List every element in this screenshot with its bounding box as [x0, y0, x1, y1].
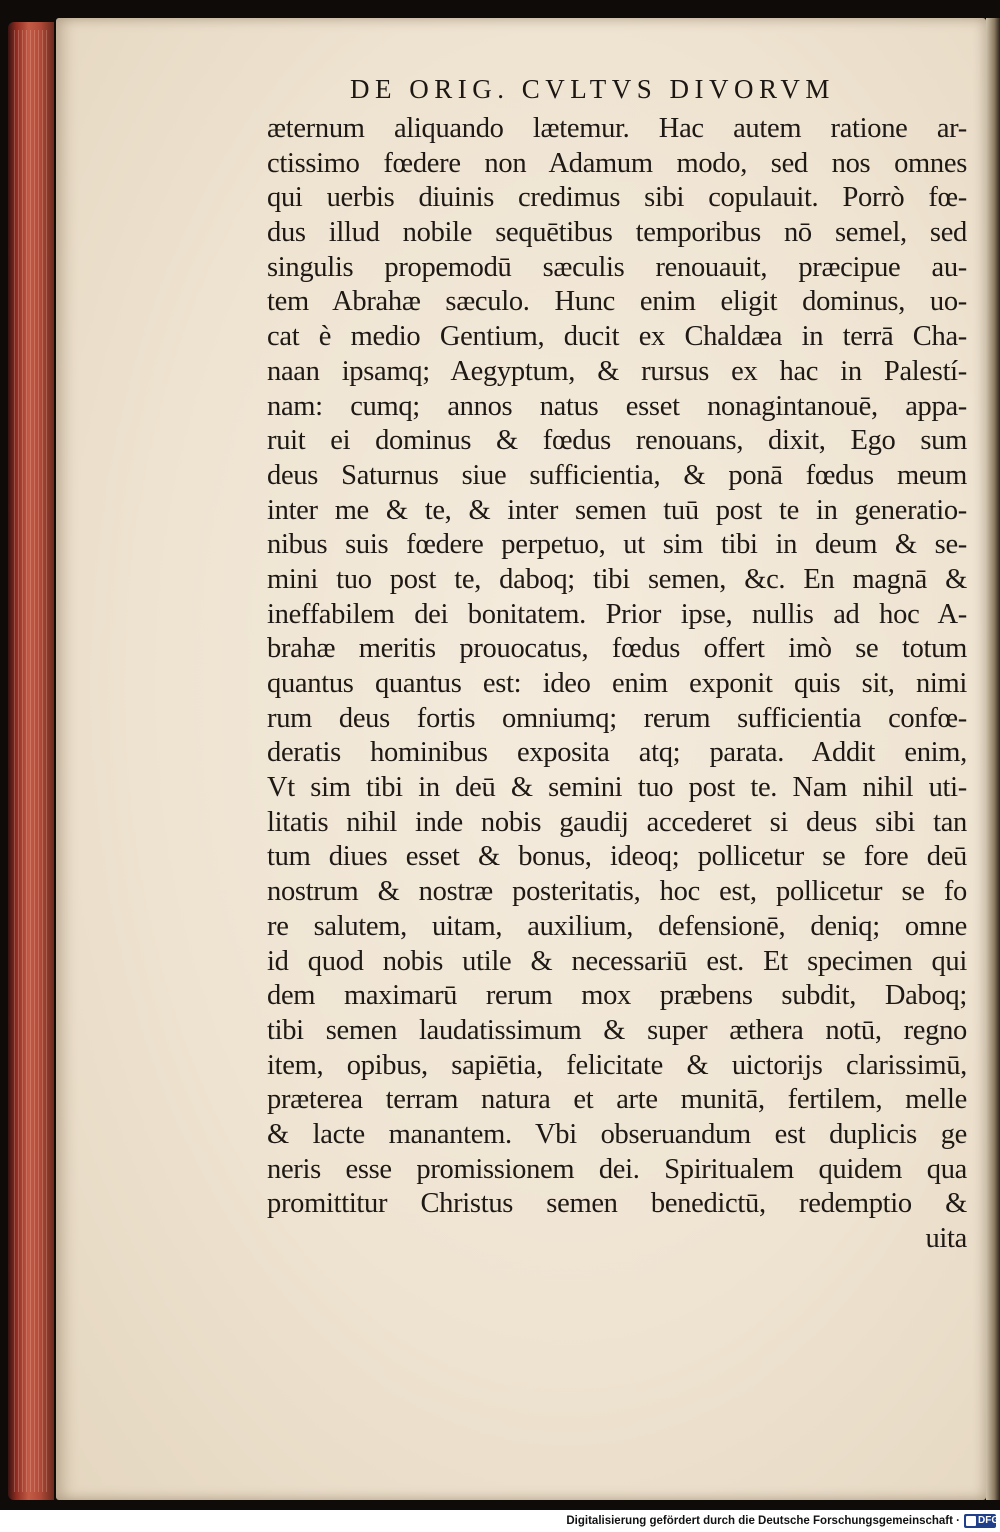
text-line: Vt sim tibi in deū & semini tuo post te. Nam nihil uti-: [267, 772, 967, 804]
text-line: rum deus fortis omniumq; rerum sufficientia confœ-: [267, 702, 967, 734]
text-line: item, opibus, sapiētia, felicitate & uictorijs clarissimū,: [267, 1049, 967, 1081]
text-line: litatis nihil inde nobis gaudij accederet si deus sibi tan: [267, 806, 967, 838]
text-line: tibi semen laudatissimum & super æthera notū, regno: [267, 1014, 967, 1046]
text-line: æternum aliquando lætemur. Hac autem ratione ar-: [267, 113, 967, 144]
text-line: tum diues esset & bonus, ideoq; pollicetur se fore deū: [267, 841, 967, 873]
text-line: deratis hominibus exposita atq; parata. Addit enim,: [267, 737, 967, 769]
text-line: neris esse promissionem dei. Spiritualem quidem qua: [267, 1153, 967, 1185]
text-line: brahæ meritis prouocatus, fœdus offert imò se totum: [267, 633, 967, 665]
dfg-logo-mark: [966, 1516, 976, 1526]
text-line: id quod nobis utile & necessariū est. Et specimen qui: [267, 945, 967, 977]
text-line: inter me & te, & inter semen tuū post te in generatio-: [267, 494, 967, 526]
text-block: [267, 112, 967, 1257]
text-line: deus Saturnus siue sufficientia, & ponā fœdus meum: [267, 459, 967, 491]
text-line: qui uerbis diuinis credimus sibi copulauit. Porrò fœ-: [267, 182, 967, 214]
digitization-footer: [0, 1510, 1000, 1532]
text-line: nibus suis fœdere perpetuo, ut sim tibi in deum & se-: [267, 529, 967, 561]
text-line: nostrum & nostræ posteritatis, hoc est, pollicetur se fo: [267, 876, 967, 908]
text-line: uita: [925, 1223, 967, 1254]
running-head: DE ORIG. CVLTVS DIVORVM: [350, 74, 835, 104]
gutter-shadow: [986, 18, 1000, 1500]
text-line: quantus quantus est: ideo enim exponit quis sit, nimi: [267, 668, 967, 699]
text-line: ctissimo fœdere non Adamum modo, sed nos omnes: [267, 147, 967, 179]
text-line: dus illud nobile sequētibus temporibus nō semel, sed: [267, 217, 967, 249]
text-line: præterea terram natura et arte munitā, fertilem, melle: [267, 1084, 967, 1116]
text-line: singulis propemodū sæculis renouauit, præcipue au-: [267, 251, 967, 283]
text-line: & lacte manantem. Vbi obseruandum est duplicis ge: [267, 1118, 967, 1150]
text-line: re salutem, uitam, auxilium, defensionē, deniq; omne: [267, 910, 967, 942]
text-line: mini tuo post te, daboq; tibi semen, &c. En magnā &: [267, 563, 967, 595]
text-line: ruit ei dominus & fœdus renouans, dixit, Ego sum: [267, 425, 967, 457]
text-line: cat è medio Gentium, ducit ex Chaldæa in terrā Cha-: [267, 321, 967, 353]
text-line: tem Abrahæ sæculo. Hunc enim eligit dominus, uo-: [267, 286, 967, 318]
text-line: promittitur Christus semen benedictū, redemptio &: [267, 1188, 967, 1220]
funding-credit: Digitalisierung gefördert durch die Deutsche Forschungsgemeinschaft ·: [566, 1515, 960, 1527]
text-line: naan ipsamq; Aegyptum, & rursus ex hac in Palestí-: [267, 355, 967, 387]
dfg-logo: [964, 1514, 1000, 1528]
text-line: ineffabilem dei bonitatem. Prior ipse, nullis ad hoc A-: [267, 598, 967, 630]
text-line: nam: cumq; annos natus esset nonagintanouē, appa-: [267, 390, 967, 422]
page-edge-lines: [14, 30, 48, 1492]
dfg-logo-text: DFG: [978, 1515, 1000, 1526]
text-line: dem maximarū rerum mox præbens subdit, Daboq;: [267, 980, 967, 1012]
